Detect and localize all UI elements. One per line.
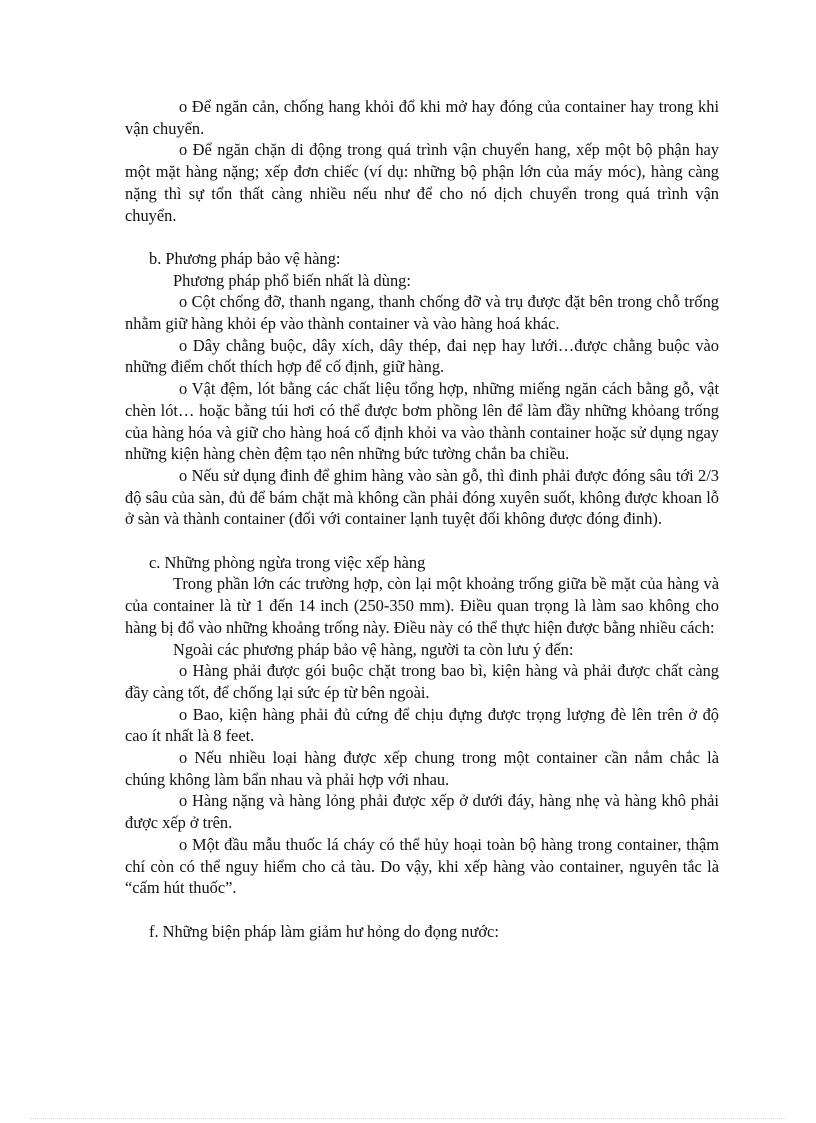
bullet-circle-icon: o bbox=[179, 97, 188, 116]
section-c-paragraph: Trong phần lớn các trường hợp, còn lại một khoảng trống giữa bề mặt của hàng và của container là từ 1 đến 14 inch (250-350 mm). Điều quan trọng là làm sao không cho hàng bị đổ vào những khoảng trống này. Điều này có thể thực hiện được bằng nhiều cách: bbox=[125, 574, 719, 637]
bullet-circle-icon: o bbox=[179, 379, 188, 399]
section-c-intro: Ngoài các phương pháp bảo vệ hàng, người ta còn lưu ý đến: bbox=[173, 639, 574, 659]
bullet-circle-icon: o bbox=[179, 335, 188, 355]
intro-bullet-2: o Để ngăn chặn di động trong quá trình vận chuyển hang, xếp một bộ phận hay một mặt hàng nặng; xếp đơn chiếc (ví dụ: những bộ phận lớn của máy móc), hàng càng nặng thì sự tổn thất càng nhiều nếu như để cho nó dịch chuyển trong quá trình vận chuyển. bbox=[125, 140, 719, 225]
intro-bullet-1: o Để ngăn cản, chống hang khỏi đổ khi mở hay đóng của container hay trong khi vận chuyển. bbox=[125, 97, 719, 138]
bullet-circle-icon: o bbox=[179, 791, 188, 811]
bullet-circle-icon: o bbox=[179, 661, 188, 681]
section-b-bullet-2: o Dây chằng buộc, dây xích, dây thép, đai nẹp hay lưới…được chằng buộc vào những điểm chốt thích hợp để cố định, giữ hàng. bbox=[125, 335, 719, 377]
section-b-bullet-1: o Cột chống đỡ, thanh ngang, thanh chống đỡ và trụ được đặt bên trong chỗ trống nhằm giữ hàng khỏi ép vào thành container và vào hàng hoá khác. bbox=[125, 292, 719, 334]
section-b-heading: b. Phương pháp bảo vệ hàng: bbox=[149, 248, 341, 268]
section-b-bullet-4: o Nếu sử dụng đinh để ghim hàng vào sàn gỗ, thì đinh phải được đóng sâu tới 2/3 độ sâu của sàn, đủ để bám chặt mà không cần phải đóng xuyên suốt, không được khoan lỗ ở sàn và thành container (đối với container lạnh tuyệt đối không được đóng đinh). bbox=[125, 465, 719, 529]
section-c-bullet-1: o Hàng phải được gói buộc chặt trong bao bì, kiện hàng và phải được chất càng đầy càng tốt, để chống lại sức ép từ bên ngoài. bbox=[125, 661, 719, 702]
bullet-circle-icon: o bbox=[179, 292, 188, 312]
section-c-bullet-3: o Nếu nhiều loại hàng được xếp chung trong một container cần nắm chắc là chúng không làm bẩn nhau và phải hợp với nhau. bbox=[125, 748, 719, 789]
bullet-circle-icon: o bbox=[179, 140, 188, 160]
document-page bbox=[125, 96, 719, 942]
section-c-heading: c. Những phòng ngừa trong việc xếp hàng bbox=[149, 552, 426, 572]
section-c-bullet-2: o Bao, kiện hàng phải đủ cứng để chịu đựng được trọng lượng đè lên trên ở độ cao ít nhất là 8 feet. bbox=[125, 704, 719, 746]
section-b-bullet-3: o Vật đệm, lót bằng các chất liệu tổng hợp, những miếng ngăn cách bằng gỗ, vật chèn lót… hoặc bằng túi hơi có thể được bơm phồng lên để làm đầy những khỏang trống của hàng hóa và giữ cho hàng hoá cố định khỏi va vào thành container hoặc sử dụng ngay những kiện hàng chèn đệm tạo nên những bức tường chắn ba chiều. bbox=[125, 379, 719, 464]
bullet-circle-icon: o bbox=[179, 748, 188, 768]
page-bottom-divider bbox=[30, 1118, 786, 1119]
section-c-bullet-4: o Hàng nặng và hàng lỏng phải được xếp ở dưới đáy, hàng nhẹ và hàng khô phải được xếp ở trên. bbox=[125, 791, 719, 833]
section-b-intro: Phương pháp phổ biến nhất là dùng: bbox=[173, 270, 411, 290]
section-f-heading: f. Những biện pháp làm giảm hư hỏng do đọng nước: bbox=[149, 921, 499, 941]
bullet-circle-icon: o bbox=[179, 465, 188, 485]
bullet-circle-icon: o bbox=[179, 834, 188, 854]
section-c-bullet-5: o Một đầu mẫu thuốc lá cháy có thể hủy hoại toàn bộ hàng trong container, thậm chí còn có thể nguy hiểm cho cả tàu. Do vậy, khi xếp hàng vào container, nguyên tắc là “cấm hút thuốc”. bbox=[125, 834, 719, 898]
bullet-circle-icon: o bbox=[179, 704, 188, 724]
